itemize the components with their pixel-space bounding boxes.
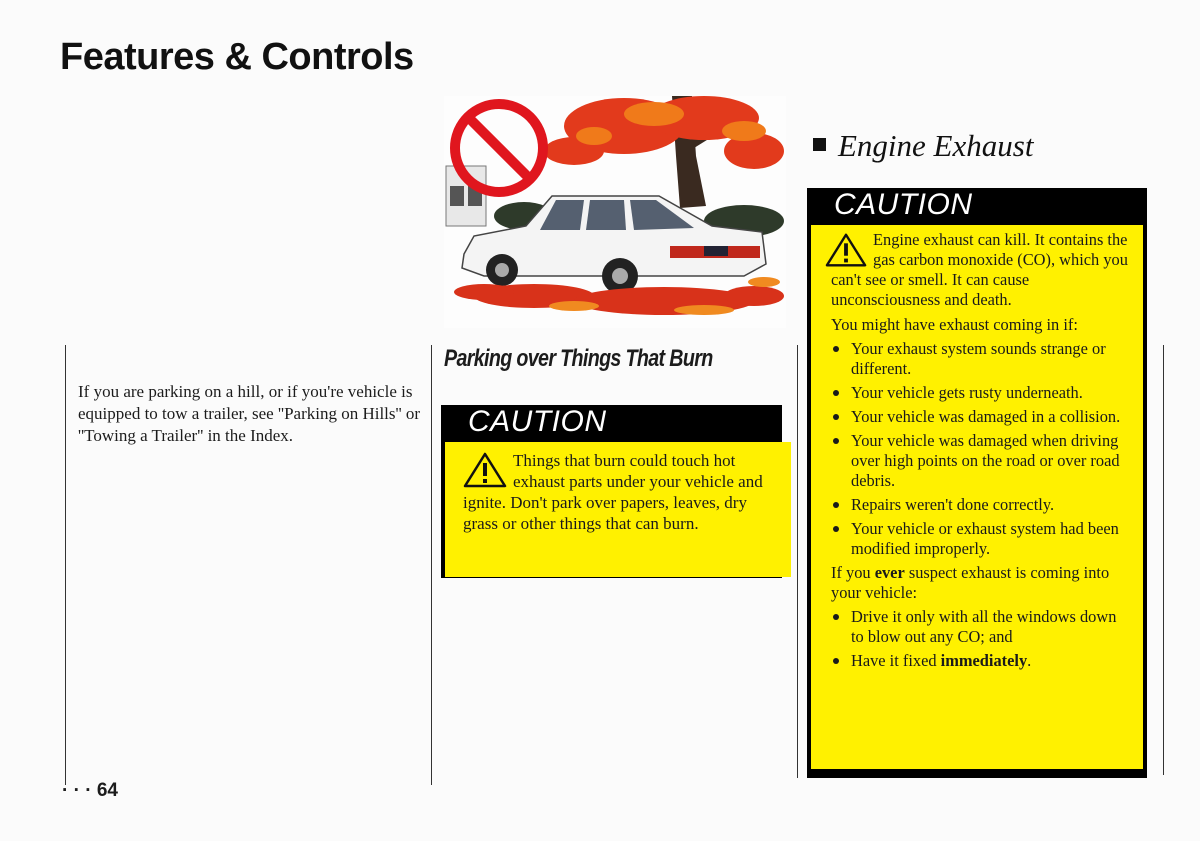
caution-lead-in: You might have exhaust coming in if:: [831, 315, 1078, 334]
caution-body: [445, 442, 791, 577]
section-heading-exhaust-text: Engine Exhaust: [838, 128, 1034, 163]
page-number: · · · 64: [62, 780, 118, 801]
list-item: [831, 651, 1129, 671]
warning-triangle-icon: [463, 452, 507, 488]
column-divider: [797, 345, 798, 778]
caution-label: CAUTION: [468, 405, 607, 438]
suspect-text-pre: If you: [831, 563, 875, 582]
suspect-text-bold: ever: [874, 563, 905, 582]
list-item: Repairs weren't done correctly.: [831, 495, 1129, 515]
suspect-text-post: suspect exhaust is coming into your vehicle:: [831, 563, 1110, 602]
action-text-bold: immediately: [940, 651, 1028, 670]
warning-triangle-icon: [825, 232, 867, 268]
caution-box-parking: [441, 405, 782, 578]
caution-text: Things that burn could touch hot exhaust parts under your vehicle and ignite. Don't park over papers, leaves, dry grass or other things that can burn.: [463, 451, 763, 533]
caution-body: [811, 225, 1143, 769]
action-text-post: .: [1027, 651, 1032, 670]
cross-reference-text: If you are parking on a hill, or if you're vehicle is equipped to tow a trailer, see ''Parking on Hills'' or ''Towing a Trailer'' in the Index.: [78, 382, 421, 445]
list-item: Your exhaust system sounds strange or different.: [831, 339, 1129, 379]
exhaust-conditions-list: [831, 339, 1129, 559]
column-divider: [65, 345, 66, 785]
page-title: Features & Controls: [60, 36, 414, 78]
column-divider: [431, 345, 432, 785]
list-item: Your vehicle gets rusty underneath.: [831, 383, 1129, 403]
caution-intro: [831, 230, 1129, 310]
section-heading-parking: Parking over Things That Burn: [444, 345, 713, 372]
list-item: Your vehicle was damaged when driving over high points on the road or over road debris.: [831, 431, 1129, 491]
list-item: Drive it only with all the windows down to blow out any CO; and: [831, 607, 1129, 647]
no-parking-over-leaves-illustration: [444, 96, 786, 328]
caution-box-exhaust: [807, 188, 1147, 778]
exhaust-actions-list: [831, 607, 1129, 671]
square-bullet-icon: [813, 138, 826, 151]
list-item: Your vehicle was damaged in a collision.: [831, 407, 1129, 427]
caution-label: CAUTION: [834, 188, 973, 221]
caution-suspect: [831, 563, 1129, 603]
section-heading-exhaust: [813, 128, 1033, 164]
column-divider: [1163, 345, 1164, 775]
caution-intro-text: Engine exhaust can kill. It contains the gas carbon monoxide (CO), which you can't see or smell. It can cause unconsciousness and death.: [831, 230, 1128, 309]
action-text-pre: Have it fixed: [851, 651, 941, 670]
list-item: Your vehicle or exhaust system had been modified improperly.: [831, 519, 1129, 559]
